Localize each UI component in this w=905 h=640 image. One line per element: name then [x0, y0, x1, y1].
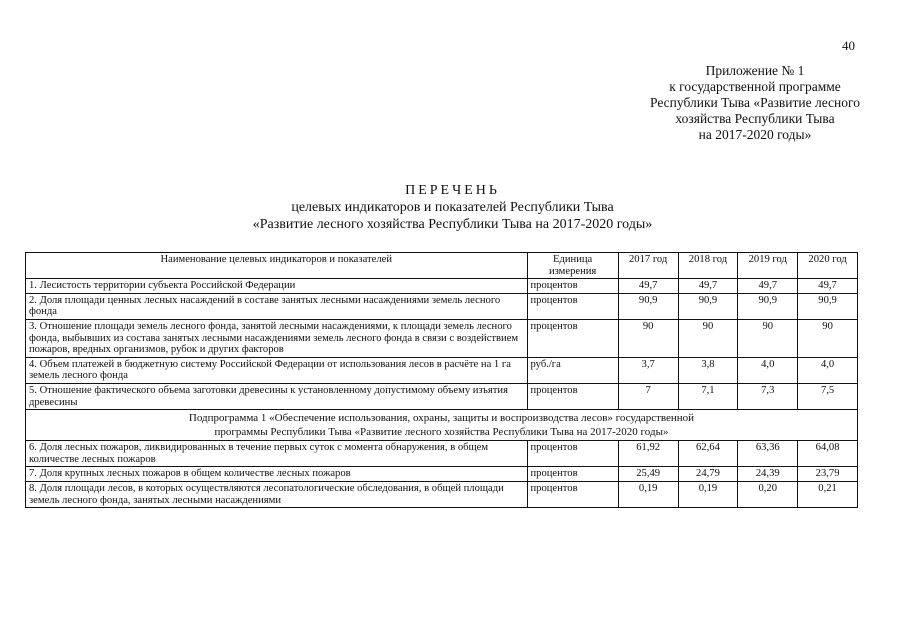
value-cell: 62,64: [678, 441, 738, 467]
appendix-line: на 2017-2020 годы»: [698, 127, 812, 142]
unit-cell: процентов: [527, 293, 618, 319]
appendix-line: Республики Тыва «Развитие лесного: [650, 95, 860, 110]
value-cell: 90,9: [678, 293, 738, 319]
value-cell: 7: [618, 383, 678, 409]
header-year-2020: 2020 год: [798, 253, 858, 279]
indicators-table: [25, 252, 858, 508]
value-cell: 7,5: [798, 383, 858, 409]
value-cell: 23,79: [798, 467, 858, 482]
value-cell: 24,79: [678, 467, 738, 482]
table-body: [26, 279, 858, 508]
table-row: [26, 293, 858, 319]
page-number: 40: [842, 38, 855, 53]
value-cell: 7,1: [678, 383, 738, 409]
unit-cell: процентов: [527, 467, 618, 482]
value-cell: 7,3: [738, 383, 798, 409]
value-cell: 0,19: [678, 481, 738, 507]
value-cell: 0,20: [738, 481, 798, 507]
appendix-note: [600, 63, 905, 143]
value-cell: 49,7: [678, 279, 738, 294]
header-year-2019: 2019 год: [738, 253, 798, 279]
value-cell: 90,9: [618, 293, 678, 319]
value-cell: 0,21: [798, 481, 858, 507]
subprogram-title: [26, 410, 858, 441]
title-program-name: «Развитие лесного хозяйства Республики Тыва на 2017-2020 годы»: [252, 217, 653, 232]
value-cell: 0,19: [618, 481, 678, 507]
value-cell: 4,0: [798, 357, 858, 383]
header-indicator-name: Наименование целевых индикаторов и показателей: [26, 253, 528, 279]
value-cell: 64,08: [798, 441, 858, 467]
value-cell: 3,7: [618, 357, 678, 383]
value-cell: 90,9: [738, 293, 798, 319]
table-row: [26, 481, 858, 507]
appendix-line: хозяйства Республики Тыва: [675, 111, 835, 126]
value-cell: 90,9: [798, 293, 858, 319]
value-cell: 90: [798, 319, 858, 357]
indicator-name-cell: 4. Объем платежей в бюджетную систему Российской Федерации от использования лесов в расчёте на 1 га земель лесного фонда: [26, 357, 528, 383]
appendix-line: Приложение № 1: [705, 63, 805, 78]
table-row: [26, 279, 858, 294]
appendix-line: к государственной программе: [669, 79, 841, 94]
unit-cell: руб./га: [527, 357, 618, 383]
subprogram-title-line: программы Республики Тыва «Развитие лесного хозяйства Республики Тыва на 2017-2020 годы»: [214, 426, 669, 439]
unit-cell: процентов: [527, 279, 618, 294]
value-cell: 3,8: [678, 357, 738, 383]
indicator-name-cell: 7. Доля крупных лесных пожаров в общем количестве лесных пожаров: [26, 467, 528, 482]
indicator-name-cell: 1. Лесистость территории субъекта Российской Федерации: [26, 279, 528, 294]
header-year-2017: 2017 год: [618, 253, 678, 279]
subprogram-row: [26, 410, 858, 441]
table-row: [26, 383, 858, 409]
unit-cell: процентов: [527, 383, 618, 409]
value-cell: 25,49: [618, 467, 678, 482]
value-cell: 49,7: [798, 279, 858, 294]
subprogram-title-line: Подпрограмма 1 «Обеспечение использования, охраны, защиты и воспроизводства лесов» государственной: [188, 412, 695, 425]
value-cell: 90: [738, 319, 798, 357]
title-subheading: целевых индикаторов и показателей Республики Тыва: [291, 200, 614, 215]
value-cell: 49,7: [738, 279, 798, 294]
value-cell: 90: [618, 319, 678, 357]
table-row: [26, 319, 858, 357]
document-title: [0, 182, 905, 233]
header-unit: Единица измерения: [527, 253, 618, 279]
table-header-row: [26, 253, 858, 279]
value-cell: 61,92: [618, 441, 678, 467]
unit-cell: процентов: [527, 481, 618, 507]
header-year-2018: 2018 год: [678, 253, 738, 279]
unit-cell: процентов: [527, 319, 618, 357]
indicator-name-cell: 6. Доля лесных пожаров, ликвидированных в течение первых суток с момента обнаружения, в общем количестве лесных пожаров: [26, 441, 528, 467]
indicator-name-cell: 5. Отношение фактического объема заготовки древесины к установленному допустимому объему изъятия древесины: [26, 383, 528, 409]
indicator-name-cell: 3. Отношение площади земель лесного фонда, занятой лесными насаждениями, к площади земель лесного фонда, выбывших из состава занятых лесными насаждениями земель лесного фонда в связи с воздействием пожаров, вредных организмов, рубок и других факторов: [26, 319, 528, 357]
value-cell: 90: [678, 319, 738, 357]
value-cell: 63,36: [738, 441, 798, 467]
table-row: [26, 357, 858, 383]
indicator-name-cell: 2. Доля площади ценных лесных насаждений в составе занятых лесными насаждениями земель лесного фонда: [26, 293, 528, 319]
table-row: [26, 467, 858, 482]
value-cell: 49,7: [618, 279, 678, 294]
unit-cell: процентов: [527, 441, 618, 467]
title-heading: ПЕРЕЧЕНЬ: [405, 183, 500, 198]
indicator-name-cell: 8. Доля площади лесов, в которых осуществляются лесопатологические обследования, в общей площади земель лесного фонда, занятых лесными насаждениями: [26, 481, 528, 507]
value-cell: 4,0: [738, 357, 798, 383]
value-cell: 24,39: [738, 467, 798, 482]
table-row: [26, 441, 858, 467]
